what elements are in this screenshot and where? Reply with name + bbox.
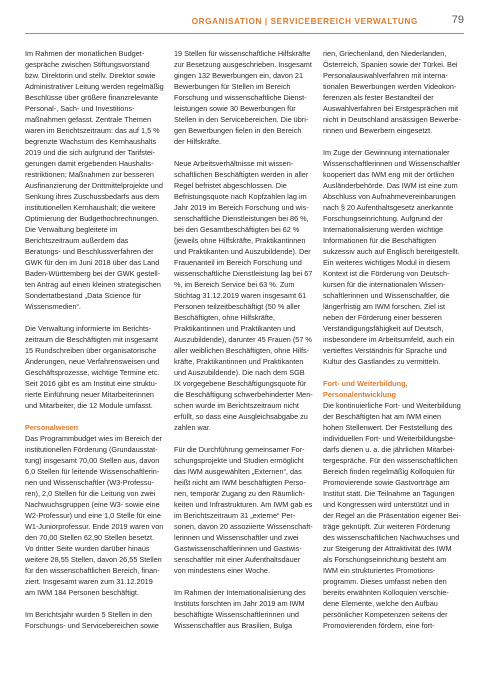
column-1 — [25, 48, 164, 660]
paragraph: 19 Stellen für wissenschaftliche Hilfskräfte zur Besetzung ausgeschrieben. Insgesamt gingen 132 Bewerbungen ein, davon 21 Bewerbungen für Stellen im Bereich Forschung und wissenschaftliche Dienstleistungen sowie 30 Bewerbungen für Stellen in den Servicebereichen. Die übrigen Bewerbungen fielen in den Bereich der Hilfskräfte. — [174, 49, 312, 146]
section-heading-personalwesen: Personalwesen — [25, 423, 79, 432]
section-heading-fortbildung: Fort- und Weiterbildung, Personalentwicklung — [323, 379, 408, 399]
column-2 — [174, 48, 313, 660]
paragraph: Die Verwaltung informierte im Berichtszeitraum die Beschäftigten mit insgesamt 15 Rundschreiben über organisatorische Änderungen, neue Verfahrensweisen und Geschäftsprozesse, wichtige Termine etc. Seit 2016 gibt es am Institut eine strukturierte Einführung neuer Mitarbeiterinnen und Mitarbeiter, die 12 Module umfasst. — [25, 324, 160, 410]
text-columns — [25, 48, 462, 660]
section-title: ORGANISATION | SERVICEBEREICH VERWALTUNG — [191, 17, 418, 26]
paragraph: rien, Griechenland, den Niederlanden, Österreich, Spanien sowie der Türkei. Bei Personalauswahlverfahren mit internationalen Bewerbungen werden Videokonferenzen als fester Bestandteil der Auswahlverfahren bei Erstgesprächen mit nicht in Deutschland ansässigen Bewerberinnen und Bewerbern eingesetzt. — [323, 49, 461, 135]
column-3 — [323, 48, 462, 660]
paragraph: Für die Durchführung gemeinsamer Forschungsprojekte und Studien ermöglicht das IWM ausgewählten „Externen“, das heißt nicht am IWM beschäftigten Personen, temporär Zugang zu den Räumlichkeiten und Infrastrukturen. Am IWM gab es im Berichtszeitraum 31 „externe“ Personen, davon 20 assoziierte Wissenschaftlerinnen und Wissenschaftler und zwei Gastwissenschaftlerinnen und Gastwissenschaftler mit einer Aufenthaltsdauer von mindestens einer Woche. — [174, 445, 313, 575]
page-number: 79 — [451, 14, 464, 26]
paragraph: Im Zuge der Gewinnung internationaler Wissenschaftlerinnen und Wissenschaftler kooperiert das IWM eng mit der örtlichen Ausländerbehörde. Das IWM ist eine zum Abschluss von Aufnahmevereinbarungen nach § 20 Aufenthaltsgesetz anerkannte Forschungseinrichtung. Aufgrund der Internationalisierung werden wichtige Informationen für die Beschäftigten sukzessiv auch auf Englisch bereitgestellt. Ein weiteres wichtiges Modul in diesem Kontext ist die Förderung von Deutschkursen für die internationalen Wissenschaftlerinnen und Wissenschaftler, die längerfristig am IWM forschen. Ziel ist neben der Förderung einer besseren Verständigungsfähigkeit auf Deutsch, insbesondere im Arbeitsumfeld, auch ein vertieftes Verständnis für Sprache und Kultur des Gastlandes zu vermitteln. — [323, 148, 461, 366]
header-divider — [25, 33, 464, 34]
paragraph: Im Rahmen der Internationalisierung des Instituts forschten im Jahr 2019 am IWM beschäftigte Wissenschaftlerinnen und Wissenschaftler aus Brasilien, Bulga — [174, 588, 306, 630]
paragraph: Die kontinuierliche Fort- und Weiterbildung der Beschäftigten hat am IWM einen hohen Stellenwert. Der Feststellung des individuellen Fort- und Weiterbildungsbedarfs dienen u. a. die jährlichen Mitarbeitergespräche. Für den wissenschaftlichen Bereich finden regelmäßig Kolloquien für Promovierende sowie Gastvorträge am Institut statt. Die Teilnahme an Tagungen und Kongressen wird unterstützt und in der Regel an die Präsentation eigener Beiträge geknüpft. Zur weiteren Förderung des wissenschaftlichen Nachwuchses und zur Steigerung der Attraktivität des IWM als Forschungseinrichtung besteht am IWM ein strukturiertes Promotionsprogramm. Dieses umfasst neben den bereits erwähnten Kolloquien verschiedene Elemente, welche den Aufbau persönlicher Kompetenzen seitens der Promovierenden fördern, eine fort- — [323, 401, 461, 630]
page-header — [0, 11, 480, 31]
paragraph: Im Berichtsjahr wurden 5 Stellen in den Forschungs- und Servicebereichen sowie — [25, 610, 159, 630]
paragraph: Im Rahmen der monatlichen Budgetgespräche zwischen Stiftungsvorstand bzw. Direktorin und stellv. Direktor sowie Administrativer Leitung werden regelmäßig Beschlüsse über größere finanzrelevante Personal-, Sach- und Investitionsmaßnahmen gefasst. Zentrale Themen waren im Berichtszeitraum: das auf 1,5 % begrenzte Wachstum des Kernhaushalts 2019 und die sich aufgrund der Tarifsteigerungen damit ergebenden Haushaltsrestriktionen; Maßnahmen zur besseren Ausfinanzierung der Drittmittelprojekte und Senkung ihres Zuschussbedarfs aus dem institutionellen Kernhaushalt; die weitere Optimierung der Budgethochrechnungen. Die Verwaltung begleitete im Berichtszeitraum außerdem das Beratungs- und Beschlussverfahren der GWK für den im Juni 2018 über das Land Baden-Württemberg bei der GWK gestellten Antrag auf einen kleinen strategischen Sondertatbestand „Data Science für Wissensmedien“. — [25, 49, 164, 311]
paragraph: Das Programmbudget wies im Bereich der institutionellen Förderung (Grundausstattung) insgesamt 70,00 Stellen aus, davon 6,0 Stellen für leitende Wissenschaftlerinnen und Wissenschaftler (W3-Professuren), 2,0 Stellen für die Leitung von zwei Nachwuchsgruppen (eine W3- sowie eine W2-Professur) und eine 1,0 Stelle für eine W1-Juniorprofessur. Ende 2019 waren von den 70,00 Stellen 62,90 Stellen besetzt. Vo dritter Seite wurden darüber hinaus weitere 28,55 Stellen, davon 26,55 Stellen für den wissenschaftlichen Bereich, finanziert. Insgesamt waren zum 31.12.2019 am IWM 184 Personen beschäftigt. — [25, 434, 164, 597]
paragraph: Neue Arbeitsverhältnisse mit wissenschaftlichen Beschäftigten werden in aller Regel befristet abgeschlossen. Die Befristungsquote nach Kopfzahlen lag im Jahr 2019 im Bereich Forschung und wissenschaftliche Dienstleistungen bei 86 %, bei den Gesamtbeschäftigten bei 62 % (jeweils ohne Hilfskräfte, Praktikantinnen und Praktikanten und Auszubildende). Der Frauenanteil im Bereich Forschung und wissenschaftliche Dienstleistung lag bei 67 %, im Bereich Service bei 63 %. Zum Stichtag 31.12.2019 waren insgesamt 61 Personen teilzeitbeschäftigt (50 % aller Beschäftigten, ohne Hilfskräfte, Praktikantinnen und Praktikanten und Auszubildende), darunter 45 Frauen (57 % aller weiblichen Beschäftigten, ohne Hilfskräfte, Praktikantinnen und Praktikanten und Auszubildende). Die nach dem SGB IX vorgegebene Beschäftigungsquote für die Beschäftigung schwerbehinderter Menschen wurde im Berichtszeitraum nicht erfüllt, so dass eine Ausgleichsabgabe zu zahlen war. — [174, 159, 313, 432]
